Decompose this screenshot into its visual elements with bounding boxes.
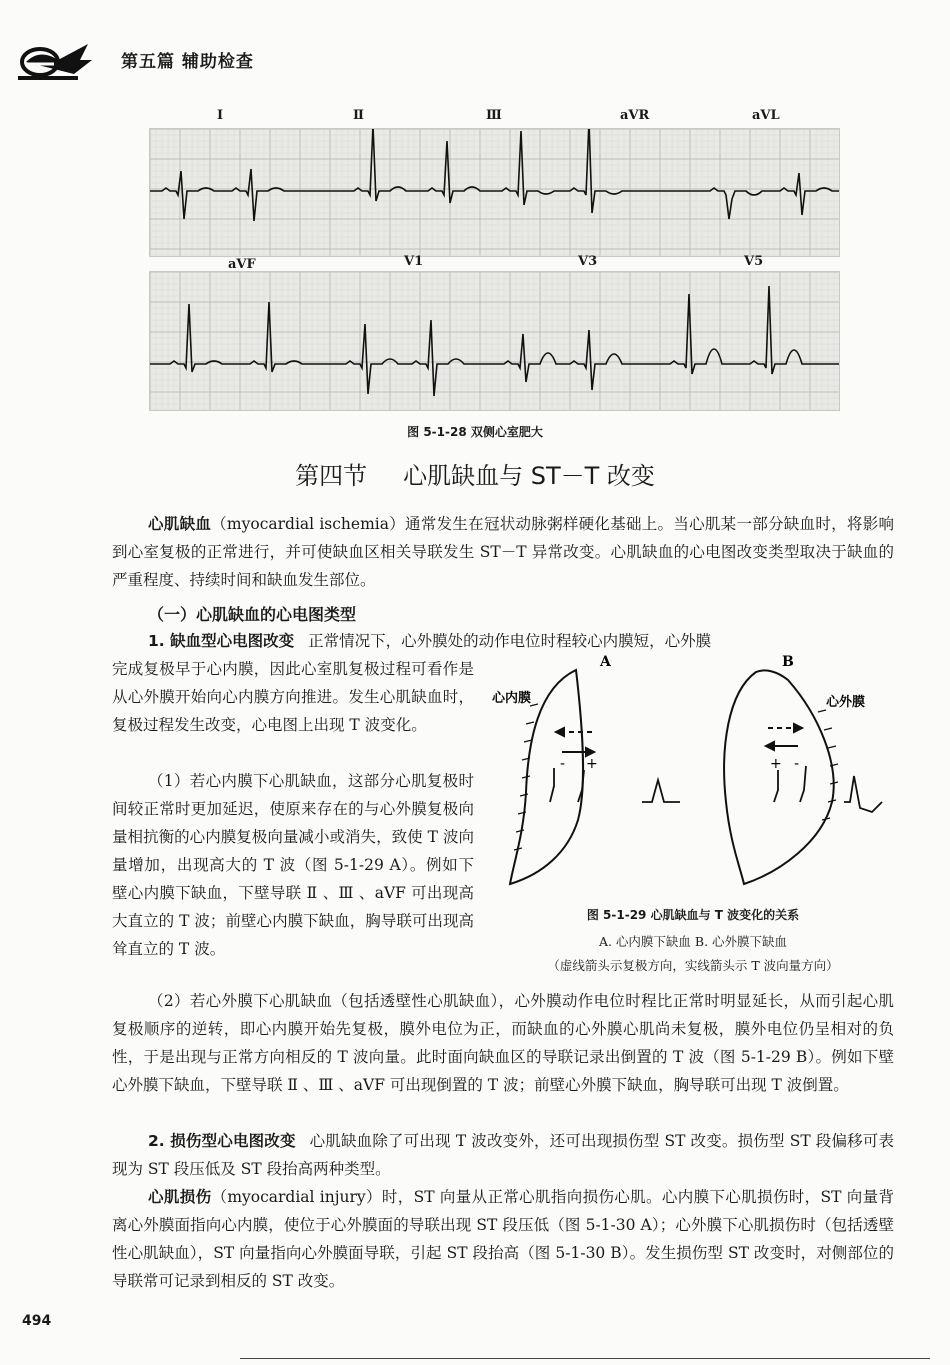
section-title [0,456,950,491]
figure-caption-5-1-28: 图 5-1-28 双侧心室肥大 [407,425,543,439]
figure-5-1-29 [488,652,908,902]
lead-label-V5: V5 [744,254,764,269]
lead-label-II: Ⅱ [353,108,364,123]
figure-note-5-1-29: （虚线箭头示复极方向，实线箭头示 T 波向量方向） [547,958,839,973]
label-endocardium: 心内膜 [492,691,532,706]
lead-label-V3: V3 [578,254,598,269]
section-number: 第四节 [295,462,368,490]
section-header: 第五篇 辅助检查 [121,52,254,72]
item1-body: 完成复极早于心内膜，因此心室肌复极过程可看作是从心外膜开始向心内膜方向推进。发生心肌缺血时，复极过程发生改变，心电图上出现 T 波变化。 [112,660,474,734]
fig29-label-b: B [782,654,794,670]
action-potential-b-endo [774,770,778,802]
injury-body: （myocardial injury）时，ST 向量从正常心肌指向损伤心肌。心内膜下心肌损伤时，ST 向量背离心外膜面指向心内膜，使位于心外膜面的导联出现 ST 段压低（图 5-1-30 A）；心外膜下心肌损伤时（包括透壁性心肌缺血），ST 向量指向心外膜面导联，引起 ST 段抬高（图 5-1-30 B）。发生损伤型 ST 改变时，对侧部位的导联常可记录到相反的 ST 改变。 [112,1188,894,1290]
intro-paragraph [112,510,894,594]
ecg-strip-row2 [149,271,840,411]
injury-paragraph [112,1183,894,1295]
sign-plus-b: + [770,756,782,772]
term-ischemia: 心肌缺血 [148,515,212,533]
item1-firstline [112,627,894,655]
lead-label-aVF: aVF [228,257,256,272]
item1a-body: （1）若心内膜下心肌缺血，这部分心肌复极时间较正常时更加延迟，使原来存在的与心外膜复极向量相抗衡的心内膜复极向量减小或消失，致使 T 波向量增加，出现高大的 T 波（图 5-1-29 A）。例如下壁心内膜下缺血，下壁导联 Ⅱ 、Ⅲ 、aVF 可出现高大直立的 T 波；前壁心内膜下缺血，胸导联可出现高耸直立的 T 波。 [112,772,474,958]
action-potential-a-endo [550,768,554,802]
page-header [18,38,438,82]
item2-paragraph [112,1127,894,1183]
item2-heading: 2. 损伤型心电图改变 [148,1132,296,1150]
item1-line1: 正常情况下，心外膜处的动作电位时程较心内膜短，心外膜 [308,632,712,650]
sign-minus-a: - [560,756,566,772]
ecg-trace-row2 [150,272,839,410]
label-epicardium: 心外膜 [826,695,866,710]
t-wave-inverted [844,776,882,812]
t-wave-tall [642,780,680,802]
item1b-body: （2）若心外膜下心肌缺血（包括透壁性心肌缺血），心外膜动作电位时程比正常时明显延长，从而引起心肌复极顺序的逆转，即心内膜开始先复极，膜外电位为正，而缺血的心外膜心肌尚未复极，膜外电位仍呈相对的负性，于是出现与正常方向相反的 T 波向量。此时面向缺血区的导联记录出倒置的 T 波（图 5-1-29 B）。例如下壁心外膜下缺血，下壁导联 Ⅱ 、Ⅲ 、aVF 可出现倒置的 T 波；前壁心外膜下缺血，胸导联可出现 T 波倒置。 [112,992,894,1094]
lead-label-aVL: aVL [752,108,780,123]
lead-label-V1: V1 [404,254,424,269]
figure-caption-5-1-29: 图 5-1-29 心肌缺血与 T 波变化的关系 [586,908,800,922]
section-title-text: 心肌缺血与 ST－T 改变 [403,462,655,490]
book-logo-icon [18,38,92,82]
lead-label-III: Ⅲ [486,108,502,123]
action-potential-b-epi [800,766,806,802]
subsection-heading: （一）心肌缺血的心电图类型 [148,605,357,624]
lead-label-aVR: aVR [620,108,650,123]
item2-body: 心肌缺血除了可出现 T 波改变外，还可出现损伤型 ST 改变。损伤型 ST 段偏移可表现为 ST 段压低及 ST 段抬高两种类型。 [112,1132,894,1178]
intro-body: （myocardial ischemia）通常发生在冠状动脉粥样硬化基础上。当心肌某一部分缺血时，将影响到心室复极的正常进行，并可使缺血区相关导联发生 ST－T 异常改变。心肌缺血的心电图改变类型取决于缺血的严重程度、持续时间和缺血发生部位。 [112,515,894,589]
sign-plus-a: + [586,756,598,772]
footer-rule [240,1358,930,1359]
term-injury: 心肌损伤 [148,1188,212,1206]
figure-subcaption-5-1-29: A. 心内膜下缺血 B. 心外膜下缺血 [598,934,788,949]
ecg-strip-row1 [149,128,840,257]
endocardium-hatch [514,704,538,850]
ecg-trace-row1 [150,129,839,256]
lead-label-I: Ⅰ [217,108,224,123]
epicardium-hatch [818,710,838,820]
item1-heading: 1. 缺血型心电图改变 [148,632,295,650]
sign-minus-b: - [794,756,800,772]
fig29-label-a: A [600,654,611,670]
page-number: 494 [22,1313,52,1329]
